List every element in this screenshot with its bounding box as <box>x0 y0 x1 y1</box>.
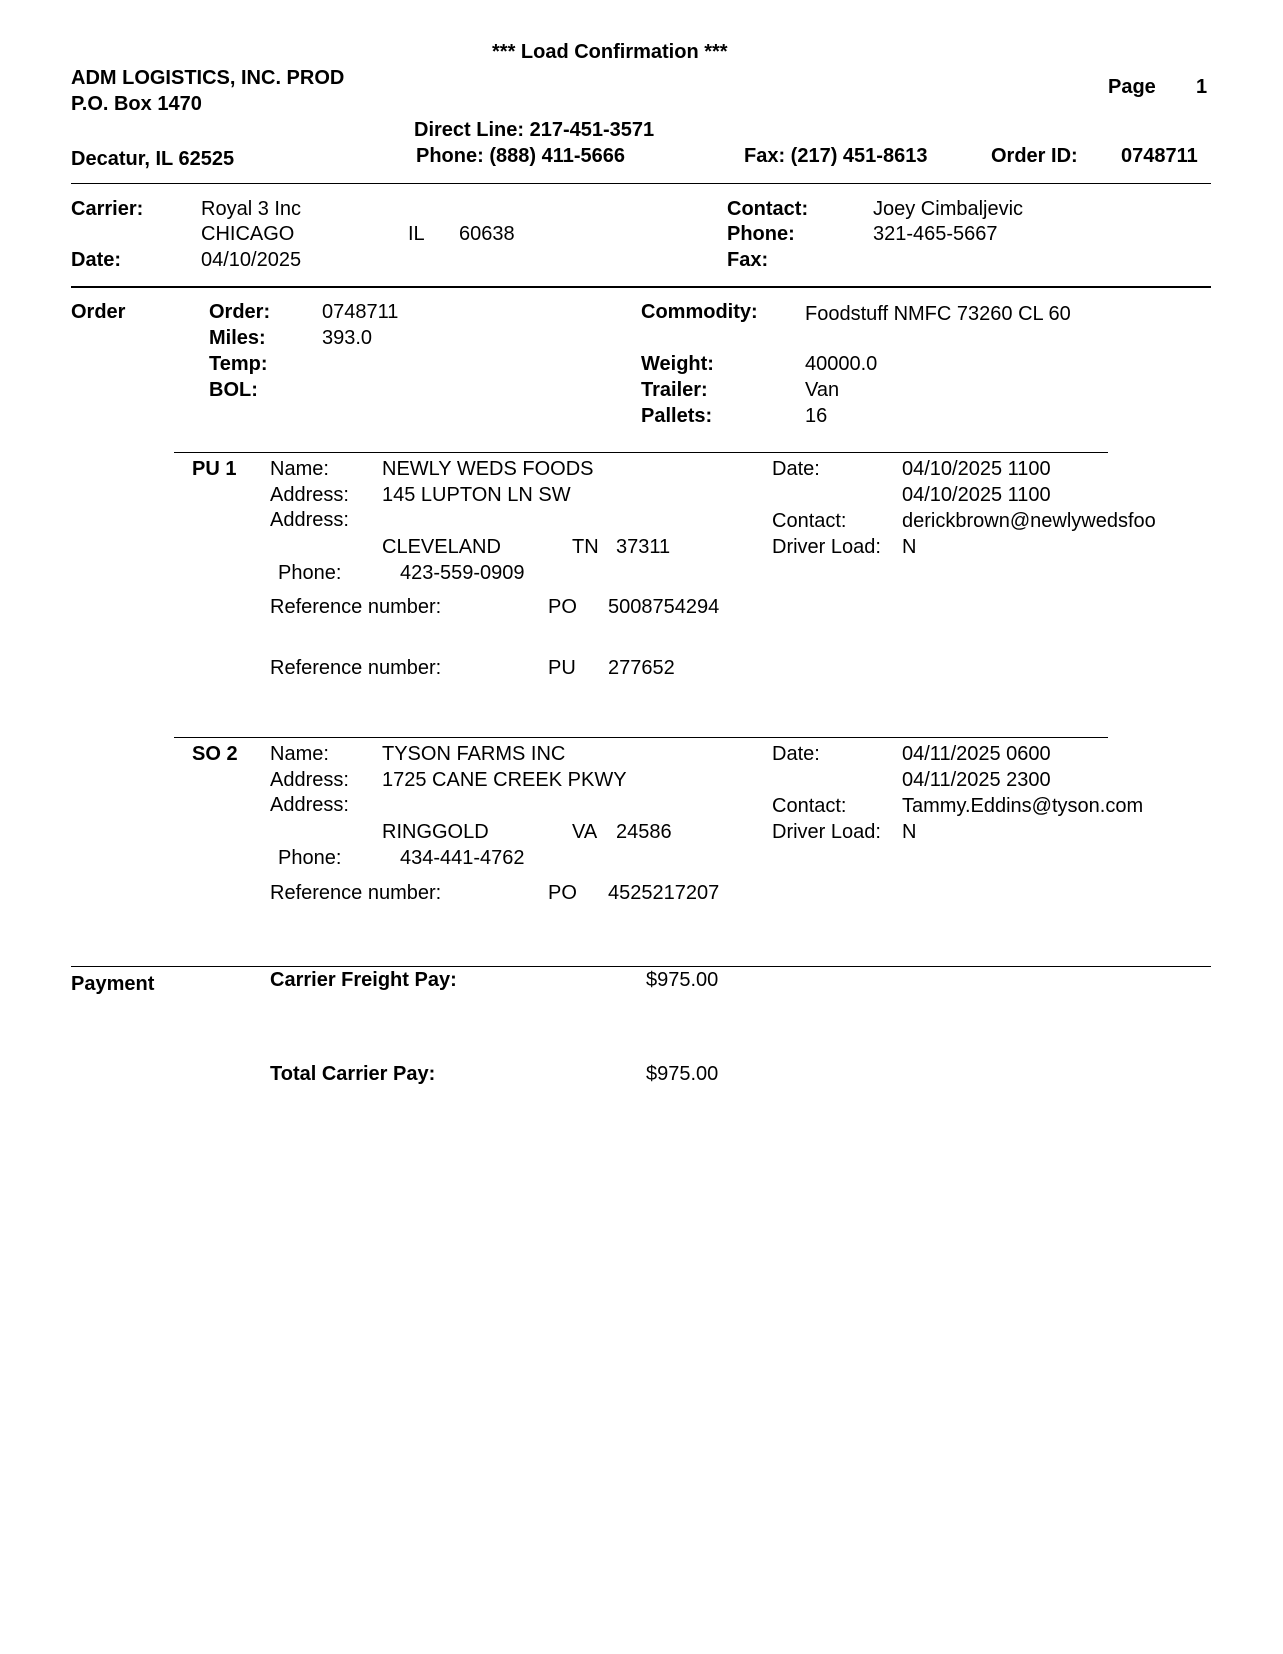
carrier-label: Carrier: <box>71 198 144 220</box>
stop-address2-label: Address: <box>270 794 349 816</box>
document-title: *** Load Confirmation *** <box>492 41 728 63</box>
miles-value: 393.0 <box>322 327 373 349</box>
stop-name: NEWLY WEDS FOODS <box>382 458 594 480</box>
reference-type: PU <box>548 657 576 679</box>
stop-date-label: Date: <box>772 458 820 480</box>
bol-label: BOL: <box>209 379 258 401</box>
stop-address2-label: Address: <box>270 509 349 531</box>
reference-label: Reference number: <box>270 882 442 904</box>
carrier-divider <box>71 286 1211 288</box>
carrier-state: IL <box>408 223 425 245</box>
stop-date-start: 04/11/2025 0600 <box>902 743 1051 765</box>
stop-zip: 24586 <box>616 821 672 843</box>
total-pay-amount: $975.00 <box>646 1063 719 1085</box>
carrier-city: CHICAGO <box>201 223 295 245</box>
freight-pay-label: Carrier Freight Pay: <box>270 969 457 991</box>
order-section-label: Order <box>71 301 126 323</box>
carrier-contact: Joey Cimbaljevic <box>873 198 1024 220</box>
stop-state: VA <box>572 821 598 843</box>
carrier-name: Royal 3 Inc <box>201 198 302 220</box>
stop-code: SO 2 <box>192 743 238 765</box>
miles-label: Miles: <box>209 327 266 349</box>
page-label: Page <box>1108 76 1156 98</box>
reference-type: PO <box>548 596 577 618</box>
weight-label: Weight: <box>641 353 714 375</box>
stop-city: CLEVELAND <box>382 536 501 558</box>
stop-driver-load-label: Driver Load: <box>772 821 881 843</box>
company-name: ADM LOGISTICS, INC. PROD <box>71 67 345 89</box>
stop-contact: derickbrown@newlywedsfoo <box>902 510 1156 532</box>
order-id-label: Order ID: <box>991 145 1078 167</box>
company-fax: Fax: (217) 451-8613 <box>744 145 928 167</box>
total-pay-label: Total Carrier Pay: <box>270 1063 436 1085</box>
stop-phone-label: Phone: <box>278 847 342 869</box>
stop-address-label: Address: <box>270 484 349 506</box>
stop-zip: 37311 <box>616 536 671 558</box>
freight-pay-amount: $975.00 <box>646 969 719 991</box>
order-number: 0748711 <box>322 301 399 323</box>
stop-divider <box>174 737 1108 738</box>
reference-number: 4525217207 <box>608 882 720 904</box>
stop-state: TN <box>572 536 599 558</box>
stop-divider <box>174 452 1108 453</box>
weight-value: 40000.0 <box>805 353 878 375</box>
reference-number: 5008754294 <box>608 596 720 618</box>
commodity-label: Commodity: <box>641 301 758 323</box>
stop-phone: 434-441-4762 <box>400 847 525 869</box>
stop-driver-load-label: Driver Load: <box>772 536 881 558</box>
stop-name: TYSON FARMS INC <box>382 743 566 765</box>
commodity-value: Foodstuff NMFC 73260 CL 60 <box>805 303 1071 325</box>
payment-section-label: Payment <box>71 973 155 995</box>
stop-contact-label: Contact: <box>772 510 847 532</box>
stop-address: 145 LUPTON LN SW <box>382 484 571 506</box>
reference-number: 277652 <box>608 657 675 679</box>
carrier-fax-label: Fax: <box>727 249 769 271</box>
carrier-date-label: Date: <box>71 249 122 271</box>
order-label: Order: <box>209 301 271 323</box>
header-divider <box>71 183 1211 184</box>
payment-divider <box>71 966 1211 967</box>
stop-code: PU 1 <box>192 458 237 480</box>
trailer-value: Van <box>805 379 840 401</box>
carrier-contact-label: Contact: <box>727 198 809 220</box>
stop-address: 1725 CANE CREEK PKWY <box>382 769 627 791</box>
stop-name-label: Name: <box>270 743 329 765</box>
stop-contact: Tammy.Eddins@tyson.com <box>902 795 1144 817</box>
page-number: 1 <box>1196 76 1208 98</box>
company-phone: Phone: (888) 411-5666 <box>416 145 625 167</box>
trailer-label: Trailer: <box>641 379 708 401</box>
carrier-date: 04/10/2025 <box>201 249 302 271</box>
stop-phone-label: Phone: <box>278 562 342 584</box>
direct-line: Direct Line: 217-451-3571 <box>414 119 655 141</box>
temp-label: Temp: <box>209 353 268 375</box>
stop-city: RINGGOLD <box>382 821 489 843</box>
pallets-label: Pallets: <box>641 405 713 427</box>
stop-contact-label: Contact: <box>772 795 847 817</box>
carrier-zip: 60638 <box>459 223 515 245</box>
pallets-value: 16 <box>805 405 828 427</box>
reference-label: Reference number: <box>270 596 442 618</box>
stop-date-end: 04/11/2025 2300 <box>902 769 1051 791</box>
carrier-phone: 321-465-5667 <box>873 223 998 245</box>
stop-name-label: Name: <box>270 458 329 480</box>
stop-date-end: 04/10/2025 1100 <box>902 484 1051 506</box>
stop-address-label: Address: <box>270 769 349 791</box>
stop-driver-load: N <box>902 821 917 843</box>
company-city: Decatur, IL 62525 <box>71 148 235 170</box>
reference-type: PO <box>548 882 577 904</box>
stop-date-label: Date: <box>772 743 820 765</box>
stop-phone: 423-559-0909 <box>400 562 525 584</box>
stop-date-start: 04/10/2025 1100 <box>902 458 1051 480</box>
reference-label: Reference number: <box>270 657 442 679</box>
company-po-box: P.O. Box 1470 <box>71 93 202 115</box>
order-id-value: 0748711 <box>1121 145 1198 167</box>
stop-driver-load: N <box>902 536 917 558</box>
carrier-phone-label: Phone: <box>727 223 795 245</box>
